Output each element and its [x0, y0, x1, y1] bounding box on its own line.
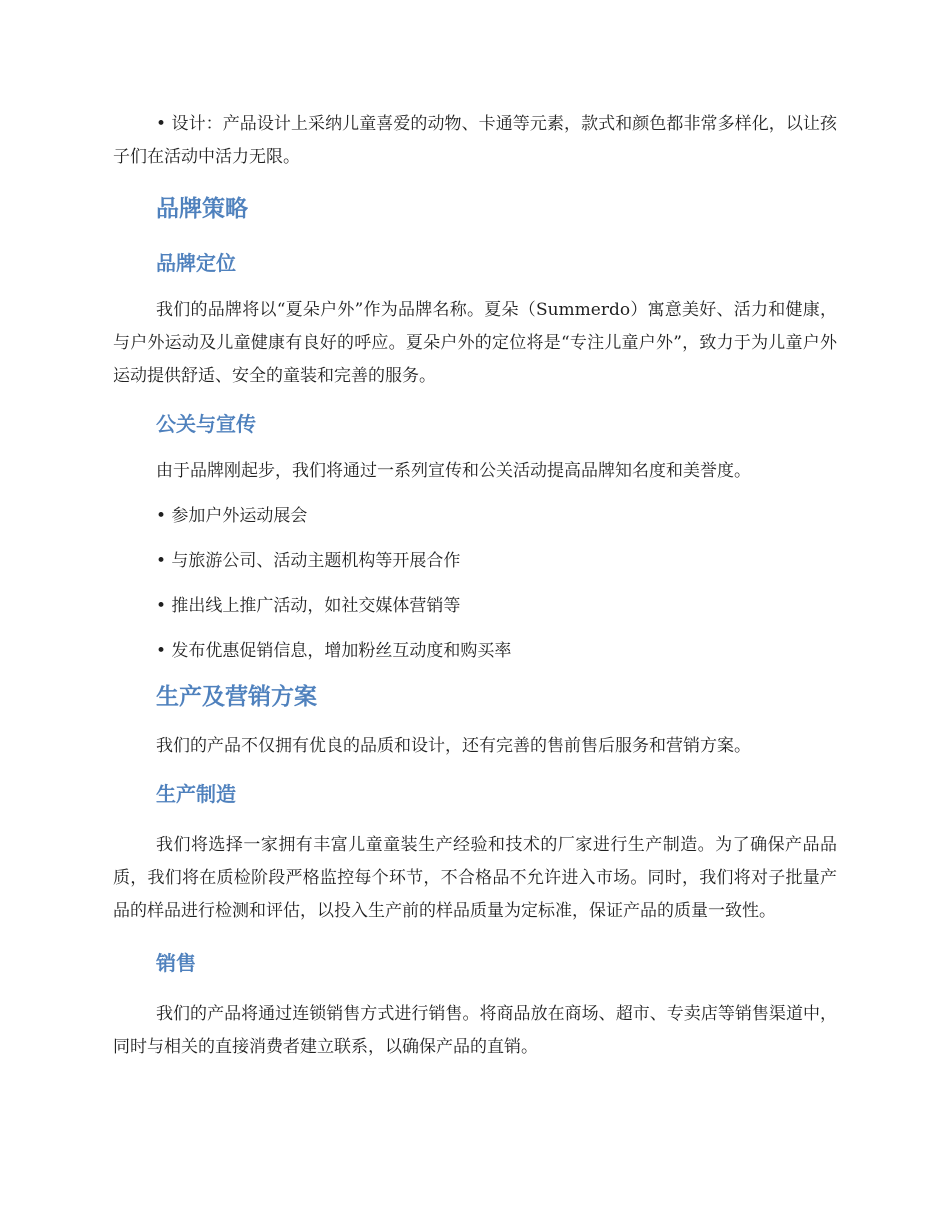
public-relations-paragraph: 由于品牌刚起步，我们将通过一系列宣传和公关活动提高品牌知名度和美誉度。: [156, 461, 751, 481]
production-marketing-intro: 我们的产品不仅拥有优良的品质和设计，还有完善的售前售后服务和营销方案。: [156, 736, 751, 756]
heading-manufacturing: 生产制造: [156, 782, 236, 806]
heading-sales: 销售: [156, 951, 196, 975]
heading-public-relations: 公关与宣传: [156, 412, 256, 436]
pr-bullet-item: • 发布优惠促销信息，增加粉丝互动度和购买率: [156, 641, 512, 661]
document-page: [113, 108, 837, 1064]
design-bullet-paragraph: • 设计：产品设计上采纳儿童喜爱的动物、卡通等元素，款式和颜色都非常多样化，以让孩子们在活动中活力无限。: [113, 114, 837, 167]
pr-bullet-item: • 推出线上推广活动，如社交媒体营销等: [156, 596, 461, 616]
heading-production-marketing: 生产及营销方案: [156, 684, 317, 710]
heading-brand-strategy: 品牌策略: [156, 196, 248, 222]
sales-paragraph: 我们的产品将通过连锁销售方式进行销售。将商品放在商场、超市、专卖店等销售渠道中，同时与相关的直接消费者建立联系，以确保产品的直销。: [113, 1004, 837, 1057]
heading-brand-positioning: 品牌定位: [156, 251, 236, 275]
pr-bullet-item: • 与旅游公司、活动主题机构等开展合作: [156, 551, 461, 571]
brand-positioning-paragraph: 我们的品牌将以“夏朵户外”作为品牌名称。夏朵（Summerdo）寓意美好、活力和健康，与户外运动及儿童健康有良好的呼应。夏朵户外的定位将是“专注儿童户外”，致力于为儿童户外运动提供舒适、安全的童装和完善的服务。: [113, 300, 837, 386]
manufacturing-paragraph: 我们将选择一家拥有丰富儿童童装生产经验和技术的厂家进行生产制造。为了确保产品品质，我们将在质检阶段严格监控每个环节，不合格品不允许进入市场。同时，我们将对子批量产品的样品进行检测和评估，以投入生产前的样品质量为定标准，保证产品的质量一致性。: [113, 835, 837, 921]
pr-bullet-item: • 参加户外运动展会: [156, 506, 308, 526]
